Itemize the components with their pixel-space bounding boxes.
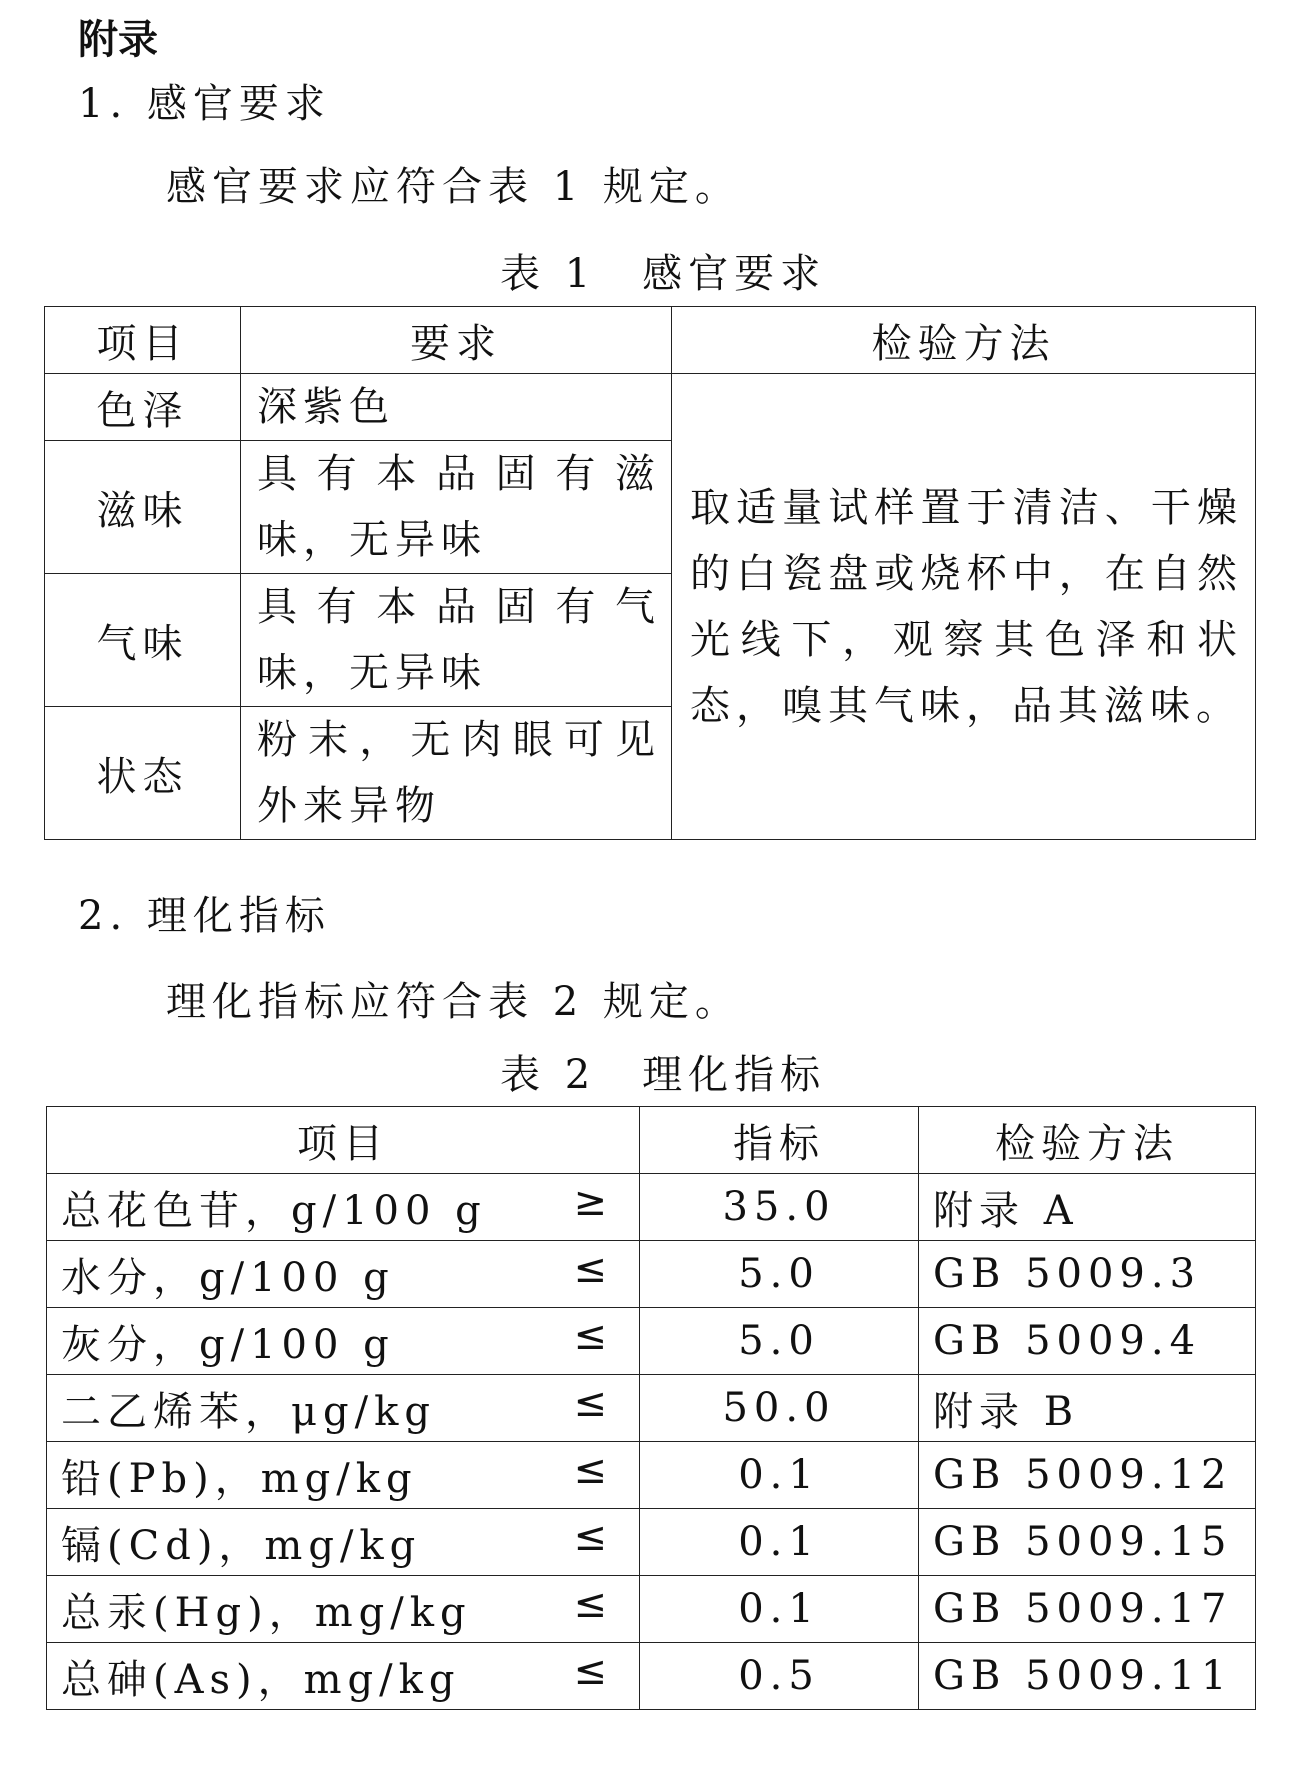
row-value: 0.1 bbox=[640, 1442, 919, 1509]
table-row bbox=[47, 1509, 1256, 1576]
table-row bbox=[47, 1308, 1256, 1375]
section-1-heading: 1. 感官要求 bbox=[78, 81, 331, 127]
table-1-caption: 表 1 感官要求 bbox=[500, 251, 827, 297]
section-2-heading: 2. 理化指标 bbox=[78, 893, 331, 939]
row-item bbox=[47, 1241, 640, 1308]
header-item: 项目 bbox=[47, 1107, 640, 1174]
row-item: 滋味 bbox=[45, 441, 241, 574]
row-item bbox=[47, 1576, 640, 1643]
table-row bbox=[47, 1576, 1256, 1643]
table-row bbox=[47, 1643, 1256, 1710]
row-value: 0.1 bbox=[640, 1509, 919, 1576]
row-item: 状态 bbox=[45, 707, 241, 840]
table-row bbox=[47, 1241, 1256, 1308]
comparison-symbol: ≤ bbox=[573, 1245, 613, 1292]
header-item: 项目 bbox=[45, 307, 241, 374]
header-indicator: 指标 bbox=[640, 1107, 919, 1174]
item-label: 镉(Cd)，mg/kg bbox=[61, 1522, 422, 1569]
row-method: 附录 A bbox=[919, 1174, 1256, 1241]
comparison-symbol: ≤ bbox=[573, 1446, 613, 1493]
row-value: 5.0 bbox=[640, 1241, 919, 1308]
row-method: GB 5009.11 bbox=[919, 1643, 1256, 1710]
row-item: 气味 bbox=[45, 574, 241, 707]
row-method: 附录 B bbox=[919, 1375, 1256, 1442]
header-requirement: 要求 bbox=[241, 307, 672, 374]
row-requirement: 具有本品固有滋味，无异味 bbox=[241, 441, 672, 574]
table-row bbox=[47, 1174, 1256, 1241]
section-1-intro: 感官要求应符合表 1 规定。 bbox=[166, 164, 741, 210]
comparison-symbol: ≤ bbox=[573, 1379, 613, 1426]
row-requirement: 粉末，无肉眼可见外来异物 bbox=[241, 707, 672, 840]
section-2-intro: 理化指标应符合表 2 规定。 bbox=[166, 979, 741, 1025]
row-requirement: 具有本品固有气味，无异味 bbox=[241, 574, 672, 707]
row-value: 0.5 bbox=[640, 1643, 919, 1710]
row-requirement: 深紫色 bbox=[241, 374, 672, 441]
comparison-symbol: ≥ bbox=[573, 1178, 613, 1225]
appendix-title: 附录 bbox=[78, 17, 158, 63]
header-method: 检验方法 bbox=[919, 1107, 1256, 1174]
item-label: 灰分，g/100 g bbox=[61, 1321, 395, 1368]
item-label: 总花色苷，g/100 g bbox=[61, 1187, 487, 1234]
item-label: 二乙烯苯，μg/kg bbox=[61, 1388, 436, 1435]
table-row bbox=[47, 1375, 1256, 1442]
row-method: GB 5009.4 bbox=[919, 1308, 1256, 1375]
row-item bbox=[47, 1308, 640, 1375]
item-label: 总汞(Hg)，mg/kg bbox=[61, 1589, 472, 1636]
row-item bbox=[47, 1509, 640, 1576]
physicochemical-indicators-table bbox=[46, 1106, 1256, 1710]
row-item bbox=[47, 1174, 640, 1241]
inspection-method: 取适量试样置于清洁、干燥的白瓷盘或烧杯中，在自然光线下，观察其色泽和状态，嗅其气味，品其滋味。 bbox=[672, 374, 1256, 840]
table-header-row bbox=[47, 1107, 1256, 1174]
comparison-symbol: ≤ bbox=[573, 1647, 613, 1694]
row-item: 色泽 bbox=[45, 374, 241, 441]
row-value: 50.0 bbox=[640, 1375, 919, 1442]
row-item bbox=[47, 1442, 640, 1509]
row-value: 5.0 bbox=[640, 1308, 919, 1375]
row-method: GB 5009.12 bbox=[919, 1442, 1256, 1509]
table-row bbox=[47, 1442, 1256, 1509]
row-item bbox=[47, 1643, 640, 1710]
comparison-symbol: ≤ bbox=[573, 1513, 613, 1560]
table-row bbox=[45, 374, 1256, 441]
row-value: 0.1 bbox=[640, 1576, 919, 1643]
item-label: 铅(Pb)，mg/kg bbox=[61, 1455, 418, 1502]
table-2-caption: 表 2 理化指标 bbox=[500, 1052, 827, 1098]
comparison-symbol: ≤ bbox=[573, 1312, 613, 1359]
table-header-row bbox=[45, 307, 1256, 374]
sensory-requirements-table bbox=[44, 306, 1256, 840]
row-method: GB 5009.15 bbox=[919, 1509, 1256, 1576]
row-value: 35.0 bbox=[640, 1174, 919, 1241]
row-method: GB 5009.3 bbox=[919, 1241, 1256, 1308]
row-method: GB 5009.17 bbox=[919, 1576, 1256, 1643]
header-method: 检验方法 bbox=[672, 307, 1256, 374]
comparison-symbol: ≤ bbox=[573, 1580, 613, 1627]
item-label: 总砷(As)，mg/kg bbox=[61, 1656, 461, 1703]
row-item bbox=[47, 1375, 640, 1442]
item-label: 水分，g/100 g bbox=[61, 1254, 395, 1301]
